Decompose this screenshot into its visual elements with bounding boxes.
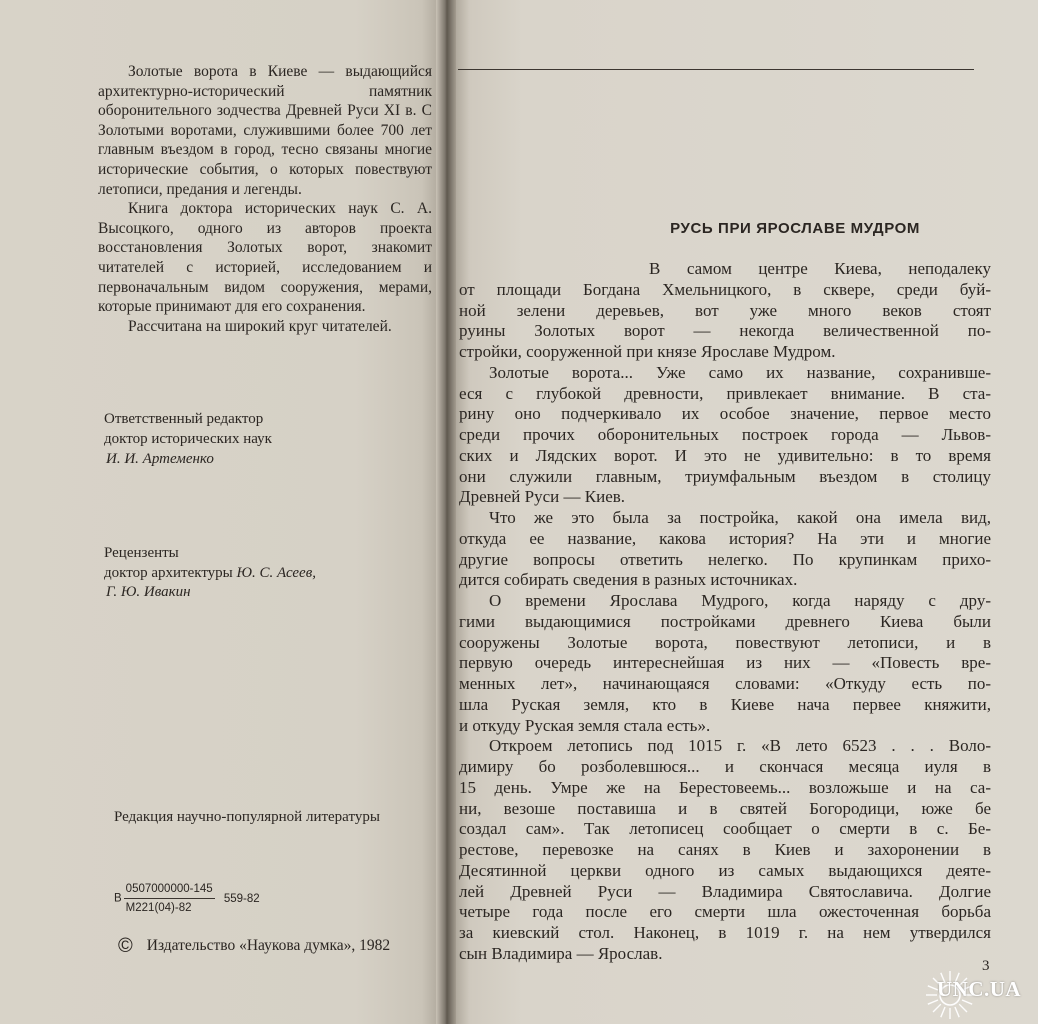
text-line: и откуду Руская земля стала есть». (459, 715, 711, 735)
text-line: стройки, сооруженной при князе Ярославе Мудром. (459, 342, 836, 361)
copyright-icon: © (118, 935, 133, 957)
text-line: рестове, перевозке на санях в Киев и захоронении в (459, 840, 991, 859)
text-line: шла Руская земля, кто в Киеве нача первее княжити, (459, 694, 991, 714)
text-line: сын Владимира — Ярослав. (459, 943, 663, 963)
body-paragraph (459, 591, 991, 736)
text-line: гими выдающимися постройками древнего Киева были (459, 611, 991, 631)
text-line: Что же это была за постройка, какой она имела вид, (489, 508, 991, 527)
text-line: рину оно подчеркивало их особое значение, первое место (459, 404, 991, 424)
text-line: дится собирать сведения в разных источниках. (459, 570, 798, 590)
text-line: В самом центре Киева, неподалеку (649, 259, 991, 278)
text-line: откуда ее название, какова история? На эти и многие (459, 528, 991, 548)
text-line: Десятинной церкви одного из самых выдающихся деяте- (459, 860, 991, 880)
text-line: за киевский стол. Наконец, в 1019 г. на нем утвердился (459, 923, 991, 942)
text-line: Древней Руси — Киев. (459, 487, 626, 507)
body-paragraph (459, 259, 991, 363)
text-line: Откроем летопись под 1015 г. «В лето 6523 . . . Воло- (489, 736, 991, 756)
abstract-paragraph: Золотые ворота в Киеве — выдающийся архитектурно-исторический памятник оборонительного зодчества Древней Руси XI в. С Золотыми воротами, служившими более 700 лет главным въездом в город, тесно связаны многие исторические события, о которых повествуют летописи, предания и легенды. (98, 63, 432, 198)
book-abstract (98, 62, 432, 336)
abstract-paragraph: Рассчитана на широкий круг читателей. (128, 317, 392, 335)
text-line: ни, везоше поставиша и в святей Богородици, юже бе (459, 798, 991, 818)
catalog-fraction (124, 880, 215, 917)
text-line: другие вопросы ответить нелегко. По крупинкам прихо- (459, 549, 991, 569)
abstract-paragraph: Книга доктора исторических наук С. А. Высоцкого, одного из авторов проекта восстановления Золотых ворот, знакомит читателей с историей, исследованием и первоначальным видом сооружения, мерами, которые принимают для его сохранения. (98, 200, 432, 316)
text-line: лей Древней Руси — Владимира Святославича. Долгие (459, 881, 991, 901)
catalog-tail: 559-82 (223, 892, 260, 905)
text-line: сооружены Золотые ворота, повествуют летописи, и в (459, 632, 991, 652)
reviewer-name: Г. Ю. Ивакин (106, 584, 191, 600)
text-line: димиру бо розболевшюся... и скончася месяца иуля в (459, 757, 991, 776)
text-line: создал сам». Так летописец сообщает о смерти в с. Бе- (459, 819, 991, 839)
catalog-code (114, 880, 260, 917)
text-line: еся с глубокой древности, привлекает внимание. В ста- (459, 383, 991, 403)
catalog-denominator: М221(04)-82 (125, 902, 192, 914)
text-line: ной зелени деревьев, вот уже много веков стоят (459, 300, 991, 320)
text-line: первую очередь интереснейшая из них — «Повесть вре- (459, 653, 991, 673)
text-line: О времени Ярослава Мудрого, когда наряду с дру- (489, 591, 991, 610)
book-gutter (436, 0, 456, 1024)
catalog-numerator: 0507000000-145 (124, 880, 215, 899)
watermark-text: UNC.UA (937, 977, 1022, 1001)
body-paragraph (459, 508, 991, 591)
text-line: от площади Богдана Хмельницкого, в сквере, среди буй- (459, 279, 991, 299)
text-line: четыре года после его смерти шла ожесточенная борьба (459, 902, 991, 922)
publisher-text: Издательство «Наукова думка», 1982 (146, 937, 391, 954)
reviewer-name: Ю. С. Асеев, (236, 564, 316, 581)
reviewers-title: Рецензенты (104, 545, 179, 561)
text-line: среди прочих оборонительных построек города — Львов- (459, 425, 991, 444)
chapter-heading: РУСЬ ПРИ ЯРОСЛАВЕ МУДРОМ (670, 220, 920, 237)
department-line: Редакция научно-популярной литературы (114, 809, 380, 825)
body-paragraph (459, 736, 991, 964)
page-number: 3 (982, 958, 990, 974)
text-line: менных лет», начинающаяся словами: «Откуду есть по- (459, 674, 991, 693)
reviewer-degree: доктор архитектуры (104, 564, 233, 581)
catalog-lead: В (114, 892, 122, 905)
editor-credit (104, 409, 272, 469)
text-line: ских и Лядских ворот. И это не удивительно: в то время (459, 445, 991, 465)
text-line: 15 день. Умре же на Берестовеемь... возложьше и на са- (459, 777, 991, 797)
editor-degree: доктор исторических наук (104, 431, 272, 447)
editor-name: И. И. Артеменко (106, 451, 214, 467)
text-line: руины Золотых ворот — некогда величественной по- (459, 321, 991, 341)
chapter-body (459, 259, 991, 965)
editor-role: Ответственный редактор (104, 411, 264, 427)
reviewer-line (104, 564, 316, 584)
text-line: они служили главным, триумфальным въездом в столицу (459, 466, 991, 486)
header-rule (458, 69, 974, 70)
body-paragraph (459, 363, 991, 508)
text-line: Золотые ворота... Уже само их название, сохранивше- (489, 362, 991, 382)
reviewers-credit (104, 544, 316, 603)
publisher-line (118, 935, 390, 958)
